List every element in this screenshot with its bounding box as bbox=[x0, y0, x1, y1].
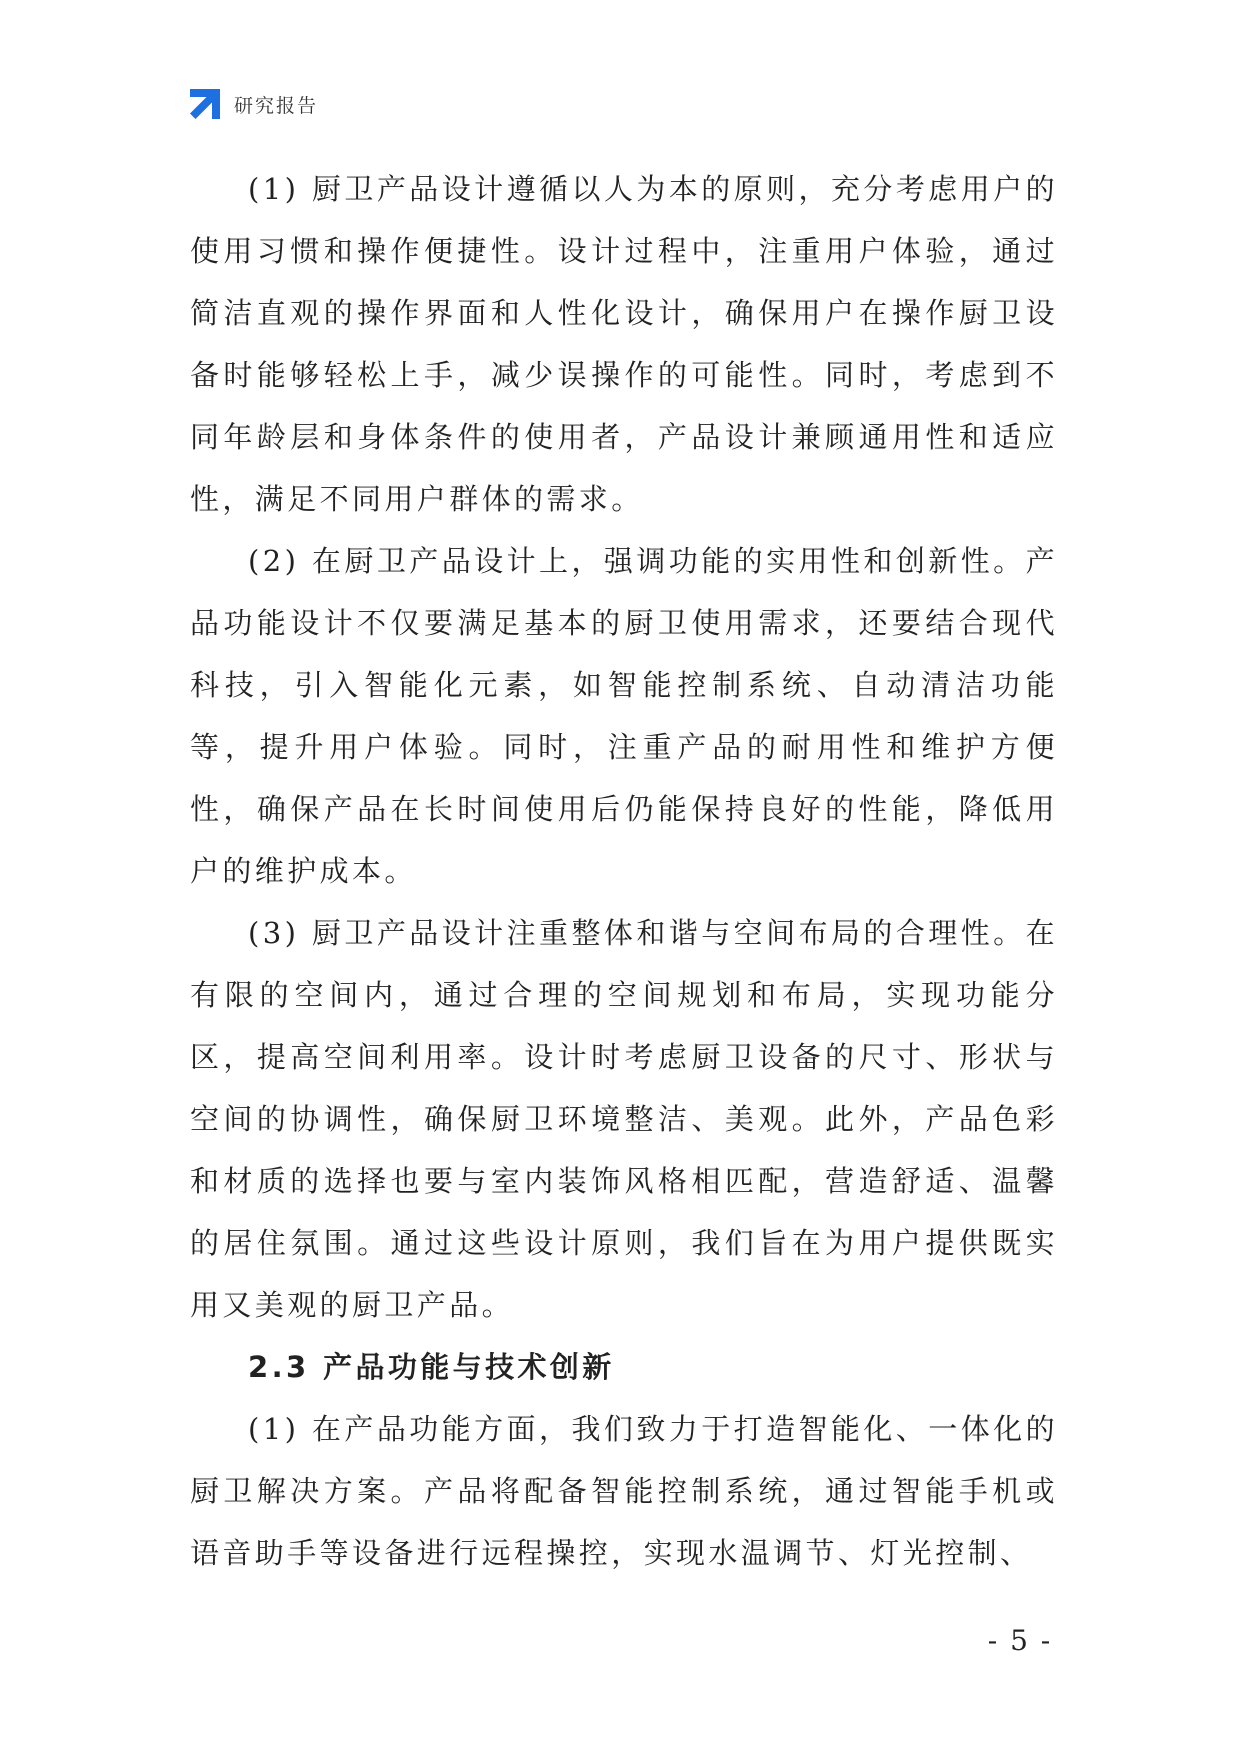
header-title: 研究报告 bbox=[234, 94, 319, 117]
arrow-up-right-icon bbox=[188, 87, 222, 121]
paragraph-1: (1) 厨卫产品设计遵循以人为本的原则，充分考虑用户的使用习惯和操作便捷性。设计过程中，注重用户体验，通过简洁直观的操作界面和人性化设计，确保用户在操作厨卫设备时能够轻松上手，减少误操作的可能性。同时，考虑到不同年龄层和身体条件的使用者，产品设计兼顾通用性和适应性，满足不同用户群体的需求。 bbox=[190, 172, 1058, 516]
paragraph-3: (3) 厨卫产品设计注重整体和谐与空间布局的合理性。在有限的空间内，通过合理的空间规划和布局，实现功能分区，提高空间利用率。设计时考虑厨卫设备的尺寸、形状与空间的协调性，确保厨卫环境整洁、美观。此外，产品色彩和材质的选择也要与室内装饰风格相匹配，营造舒适、温馨的居住氛围。通过这些设计原则，我们旨在为用户提供既实用又美观的厨卫产品。 bbox=[190, 916, 1058, 1322]
page-header bbox=[188, 86, 318, 122]
paragraph-2: (2) 在厨卫产品设计上，强调功能的实用性和创新性。产品功能设计不仅要满足基本的厨卫使用需求，还要结合现代科技，引入智能化元素，如智能控制系统、自动清洁功能等，提升用户体验。同时，注重产品的耐用性和维护方便性，确保产品在长时间使用后仍能保持良好的性能，降低用户的维护成本。 bbox=[190, 544, 1058, 888]
section-paragraph-1: (1) 在产品功能方面，我们致力于打造智能化、一体化的厨卫解决方案。产品将配备智能控制系统，通过智能手机或语音助手等设备进行远程操控，实现水温调节、灯光控制、 bbox=[190, 1412, 1058, 1570]
page-number: - 5 - bbox=[987, 1624, 1053, 1657]
document-body bbox=[190, 158, 1058, 1584]
section-heading: 2.3 产品功能与技术创新 bbox=[248, 1350, 615, 1384]
